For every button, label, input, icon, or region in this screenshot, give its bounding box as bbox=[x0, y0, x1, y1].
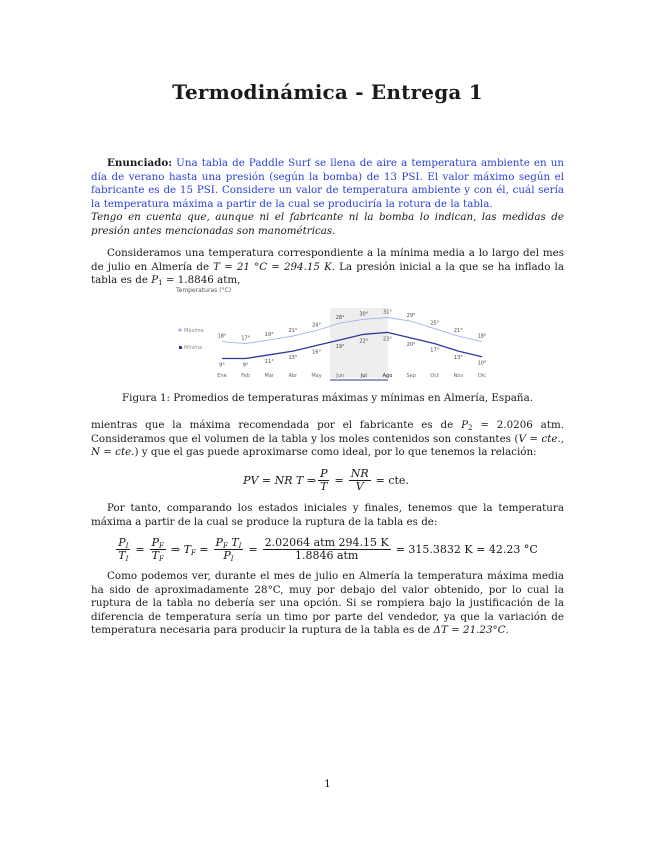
max-label-4: 24° bbox=[312, 322, 321, 329]
x-tick-jul: Jul bbox=[360, 373, 367, 379]
paragraph-max-pressure bbox=[91, 419, 564, 460]
min-label-3: 13° bbox=[288, 355, 298, 362]
eq2-f3-den-sym: P bbox=[223, 549, 231, 562]
min-label-11: 10° bbox=[477, 360, 487, 367]
eq2-f3-num-sub: F bbox=[222, 542, 228, 550]
page-number: 1 bbox=[324, 778, 331, 790]
p1-pressure-value: = 1.8846 atm, bbox=[162, 274, 241, 287]
p1-temperature: T = 21 °C = 294.15 K bbox=[213, 260, 332, 273]
max-label-11: 18° bbox=[477, 333, 487, 340]
eq2-impl-sub: F bbox=[190, 549, 196, 557]
max-label-10: 21° bbox=[453, 328, 463, 335]
eq2-f4-num: 2.02064 atm 294.15 K bbox=[264, 536, 389, 549]
x-tick-feb: Feb bbox=[241, 373, 251, 379]
legend-max-label: Máxima bbox=[184, 328, 204, 334]
eq2-f2-num-sub: F bbox=[159, 542, 164, 550]
p2-text-d: ) y que el gas puede aproximarse como ideal, por lo que tenemos la relación: bbox=[134, 446, 537, 459]
p2-pressure-value: = 2.0206 atm. bbox=[472, 419, 564, 431]
eq2-fraction-pi-ti bbox=[116, 537, 130, 562]
statement-text: Una tabla de Paddle Surf se llena de aire a temperatura ambiente en un día de verano hasta una presión (según la bomba) de 13 PSI. El valor máximo según el fabricante es de 15 PSI. Considere un valor de temperatura ambiente y con él, cuál sería la temperatura máxima a partir de la cual se produciría la rotura de la tabla. bbox=[91, 157, 564, 210]
min-label-0: 9° bbox=[219, 362, 225, 369]
eq1-f2-den: V bbox=[355, 480, 364, 493]
eq1-fraction-nr-v bbox=[349, 468, 371, 493]
document-title: Termodinámica - Entrega 1 bbox=[172, 80, 483, 104]
x-tick-abr: Abr bbox=[288, 373, 298, 379]
min-label-5: 19° bbox=[335, 343, 345, 350]
p4-text: Como podemos ver, durante el mes de julio en Almería la temperatura máxima media ha sido de aproximadamente 28°C, muy por debajo del valor obtenido, por lo cual la ruptura de la tabla no debería ser una opción. Si se rompiera bajo la justificación de la diferencia de temperatura sería un timo por parte del vendedor, ya que la variación de temperatura necesaria para producir la ruptura de la tabla es de bbox=[91, 570, 564, 637]
p4-delta-t: ΔT = 21.23°C bbox=[433, 624, 506, 637]
eq2-implies: ⇒ $T_F$ = bbox=[170, 543, 209, 557]
statement-note: Tengo en cuenta que, aunque ni el fabricante ni la bomba lo indican, las medidas de presión antes mencionadas son manométricas. bbox=[91, 211, 564, 237]
statement-label: Enunciado: bbox=[107, 157, 173, 169]
legend-max-marker bbox=[178, 328, 181, 331]
eq1-f1-den: T bbox=[320, 480, 328, 493]
legend-min-label: Mínima bbox=[184, 345, 203, 351]
x-tick-may: May bbox=[311, 373, 322, 379]
x-tick-nov: Nov bbox=[453, 373, 464, 379]
eq2-f1-den-sym: T bbox=[118, 549, 126, 562]
min-label-9: 17° bbox=[430, 347, 440, 354]
eq1-rhs: = cte. bbox=[375, 474, 409, 487]
x-tick-dic: Dic bbox=[478, 373, 486, 379]
eq2-f2-den-sub: F bbox=[159, 555, 164, 563]
p4-end: . bbox=[505, 624, 509, 637]
eq1-equals: = bbox=[334, 474, 344, 487]
chart-title: Temperaturas (°C) bbox=[176, 287, 232, 294]
legend-min-marker bbox=[179, 346, 182, 349]
eq2-f3-num2-sub: I bbox=[238, 542, 242, 550]
eq2-fraction-pf-ti-pi bbox=[214, 537, 244, 562]
paragraph-comparison: Por tanto, comparando los estados iniciales y finales, tenemos que la temperatura máxima a partir de la cual se produce la ruptura de la tabla es de: bbox=[91, 502, 564, 528]
p1-text-b: . La presión inicial a la que se ha inflado la tabla es de bbox=[91, 260, 564, 287]
eq2-f3-num-sym: P bbox=[215, 536, 223, 549]
max-label-7: 31° bbox=[383, 309, 392, 316]
eq1-lhs: PV = NR T ⇒ bbox=[243, 474, 317, 487]
min-label-8: 20° bbox=[406, 342, 416, 348]
p1-text-a: Consideramos una temperatura correspondiente a la mínima media a lo largo del mes de julio en Almería de bbox=[91, 247, 564, 273]
eq2-f2-den-sym: T bbox=[151, 549, 159, 562]
max-label-2: 19° bbox=[264, 331, 274, 338]
max-label-9: 25° bbox=[430, 320, 440, 327]
min-label-4: 16° bbox=[312, 349, 321, 356]
eq2-fraction-pf-tf bbox=[150, 537, 166, 562]
paragraph-conclusion bbox=[91, 570, 564, 638]
p2-pressure-sub: 2 bbox=[468, 424, 473, 432]
min-label-7: 23° bbox=[383, 336, 392, 343]
max-label-5: 28° bbox=[335, 315, 345, 322]
eq1-fraction-p-t bbox=[318, 468, 329, 493]
eq2-f3-num2-sym: T bbox=[227, 536, 239, 549]
eq2-f1-num-sym: P bbox=[118, 536, 126, 549]
eq2-fraction-numeric bbox=[263, 537, 391, 562]
equation-final-temperature: $\frac{P_I}{T_I}$ = $\frac{P_F}{T_F}$ ⇒ $T_F$ = $\frac{P_F T_I}{P_I}$ = $\frac{\text{2.02064 atm 294.15 K}}{\text{1.8846 atm}}$ = 315.3832 K = 42.23 °C bbox=[118, 536, 538, 563]
x-tick-sep: Sep bbox=[406, 373, 416, 379]
eq2-result: = 315.3832 K = 42.23 °C bbox=[395, 543, 538, 556]
max-label-3: 21° bbox=[288, 328, 298, 335]
min-label-10: 13° bbox=[453, 355, 463, 362]
eq2-f1-den bbox=[116, 550, 130, 562]
eq2-f3-den-sub: I bbox=[230, 555, 234, 563]
max-label-1: 17° bbox=[241, 335, 251, 342]
eq2-f2-den bbox=[150, 550, 166, 562]
eq1-f1-num: P bbox=[320, 467, 328, 480]
eq2-f1-num-sub: I bbox=[125, 542, 129, 550]
eq1-f2-num: NR bbox=[350, 467, 369, 480]
p1-pressure-symbol: P bbox=[151, 274, 159, 287]
min-label-1: 9° bbox=[242, 362, 249, 369]
x-tick-mar: Mar bbox=[264, 373, 274, 379]
figure-caption: Figura 1: Promedios de temperaturas máximas y mínimas en Almería, España. bbox=[122, 392, 533, 404]
x-tick-ene: Ene bbox=[217, 373, 227, 379]
temperature-chart bbox=[174, 282, 494, 382]
p2-pressure-symbol: P bbox=[461, 419, 468, 431]
p1-pressure-sub: 1 bbox=[158, 279, 163, 288]
max-label-0: 18° bbox=[217, 333, 227, 340]
equation-ideal-gas bbox=[0, 468, 655, 493]
min-label-6: 22° bbox=[359, 338, 369, 345]
eq2-f2-num-sym: P bbox=[151, 536, 160, 549]
eq2-f3-den bbox=[221, 550, 235, 562]
max-label-6: 30° bbox=[359, 311, 369, 318]
eq2-f1-den-sub: I bbox=[125, 555, 129, 563]
x-tick-jun: Jun bbox=[336, 373, 345, 379]
max-label-8: 29° bbox=[406, 313, 416, 320]
x-tick-oct: Oct bbox=[430, 373, 440, 379]
statement-paragraph bbox=[91, 157, 564, 239]
p2-text-b: Consideramos que el volumen de la tabla y los moles contenidos son constantes ( bbox=[91, 432, 519, 445]
eq2-impl-text: ⇒ T bbox=[170, 543, 191, 556]
eq2-f4-den: 1.8846 atm bbox=[294, 549, 359, 562]
x-tick-ago: Ago bbox=[382, 373, 393, 379]
p2-text-a: mientras que la máxima recomendada por el fabricante es de bbox=[91, 419, 462, 431]
min-label-2: 11° bbox=[264, 358, 274, 365]
p2-constants: V = cte., N = cte. bbox=[91, 432, 564, 459]
